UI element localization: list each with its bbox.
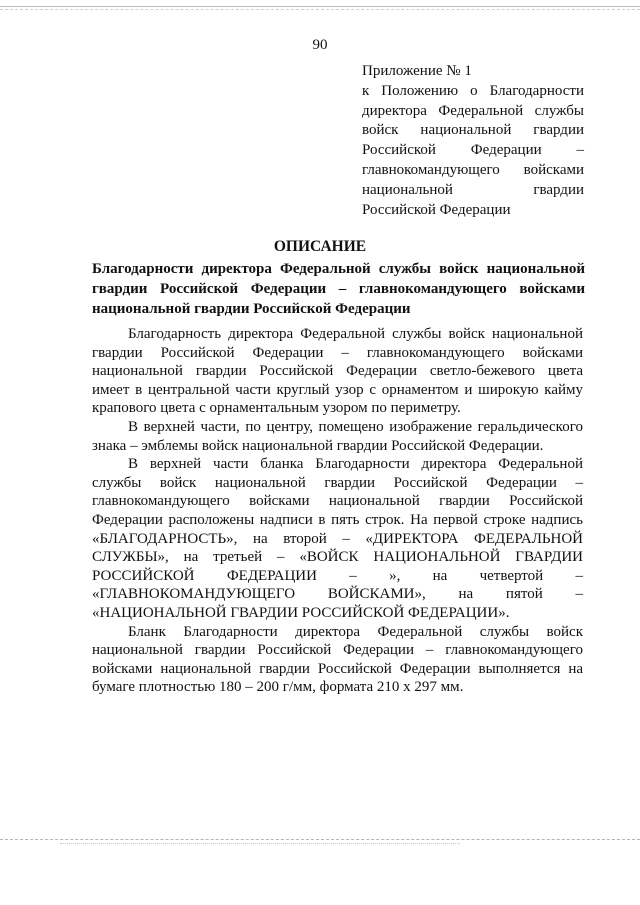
appendix-line: к Положению о Благодарности <box>362 82 584 99</box>
paragraph-inscriptions <box>92 455 583 622</box>
paragraph-line: В верхней части, по центру, помещено изображение геральдического <box>128 418 583 435</box>
paragraph-line: Федерации расположены надписи в пять строк. На первой строке надпись <box>92 511 583 528</box>
paragraph-description <box>92 325 583 418</box>
appendix-line: национальной гвардии <box>362 181 584 198</box>
paragraph-line: бумаге плотностью 180 – 200 г/мм, формата 210 х 297 мм. <box>92 679 464 696</box>
appendix-line: войск национальной гвардии <box>362 122 584 139</box>
scan-edge-bottom <box>0 839 640 840</box>
paragraph-line: РОССИЙСКОЙ ФЕДЕРАЦИИ – », на четвертой – <box>92 567 583 584</box>
paragraph-line: В верхней части бланка Благодарности директора Федеральной <box>128 456 583 473</box>
page-number: 90 <box>312 37 328 53</box>
paragraph-line: «БЛАГОДАРНОСТЬ», на второй – «ДИРЕКТОРА ФЕДЕРАЛЬНОЙ <box>92 530 583 547</box>
paragraph-line: войсками национальной гвардии Российской Федерации выполняется на <box>92 660 583 677</box>
scan-edge-top-secondary <box>0 9 640 10</box>
paragraph-blank-spec <box>92 623 583 697</box>
paragraph-line: национальной гвардии Российской Федерации светло-бежевого цвета <box>92 363 583 380</box>
subtitle-line: национальной гвардии Российской Федерации <box>92 301 411 317</box>
appendix-line: Российской Федерации – <box>362 142 584 159</box>
paragraph-line: главнокомандующего войсками национальной гвардии Российской <box>92 493 583 510</box>
appendix-line: главнокомандующего войсками <box>362 161 584 178</box>
paragraph-line: «ГЛАВНОКОМАНДУЮЩЕГО ВОЙСКАМИ», на пятой – <box>92 586 583 603</box>
paragraph-emblem <box>92 418 583 455</box>
document-subtitle <box>92 259 585 319</box>
subtitle-line: гвардии Российской Федерации – главнокомандующего войсками <box>92 281 585 297</box>
paragraph-line: крапового цвета с орнаментальным узором по периметру. <box>92 400 461 417</box>
paragraph-line: «НАЦИОНАЛЬНОЙ ГВАРДИИ РОССИЙСКОЙ ФЕДЕРАЦИИ». <box>92 604 510 621</box>
document-body <box>92 325 583 697</box>
paragraph-line: имеет в центральной части круглый узор с орнаментом и широкую кайму <box>92 381 583 398</box>
appendix-line: Приложение № 1 <box>362 63 472 79</box>
appendix-line: Российской Федерации <box>362 201 511 218</box>
paragraph-line: Бланк Благодарности директора Федеральной службы войск <box>128 623 583 640</box>
paragraph-line: национальной гвардии Российской Федерации – главнокомандующего <box>92 642 583 659</box>
paragraph-line: СЛУЖБЫ», на третьей – «ВОЙСК НАЦИОНАЛЬНОЙ ГВАРДИИ <box>92 549 583 566</box>
paragraph-line: знака – эмблемы войск национальной гвардии Российской Федерации. <box>92 437 544 454</box>
appendix-note <box>362 62 584 220</box>
scan-edge-top <box>0 6 640 7</box>
paragraph-line: службы войск национальной гвардии Российской Федерации – <box>92 474 583 491</box>
appendix-line: директора Федеральной службы <box>362 102 584 119</box>
paragraph-line: гвардии Российской Федерации – главнокомандующего войсками <box>92 344 583 361</box>
document-title: ОПИСАНИЕ <box>273 238 367 255</box>
paragraph-line: Благодарность директора Федеральной службы войск национальной <box>128 326 583 342</box>
subtitle-line: Благодарности директора Федеральной службы войск национальной <box>92 261 585 277</box>
scan-edge-bottom-secondary <box>60 843 460 844</box>
